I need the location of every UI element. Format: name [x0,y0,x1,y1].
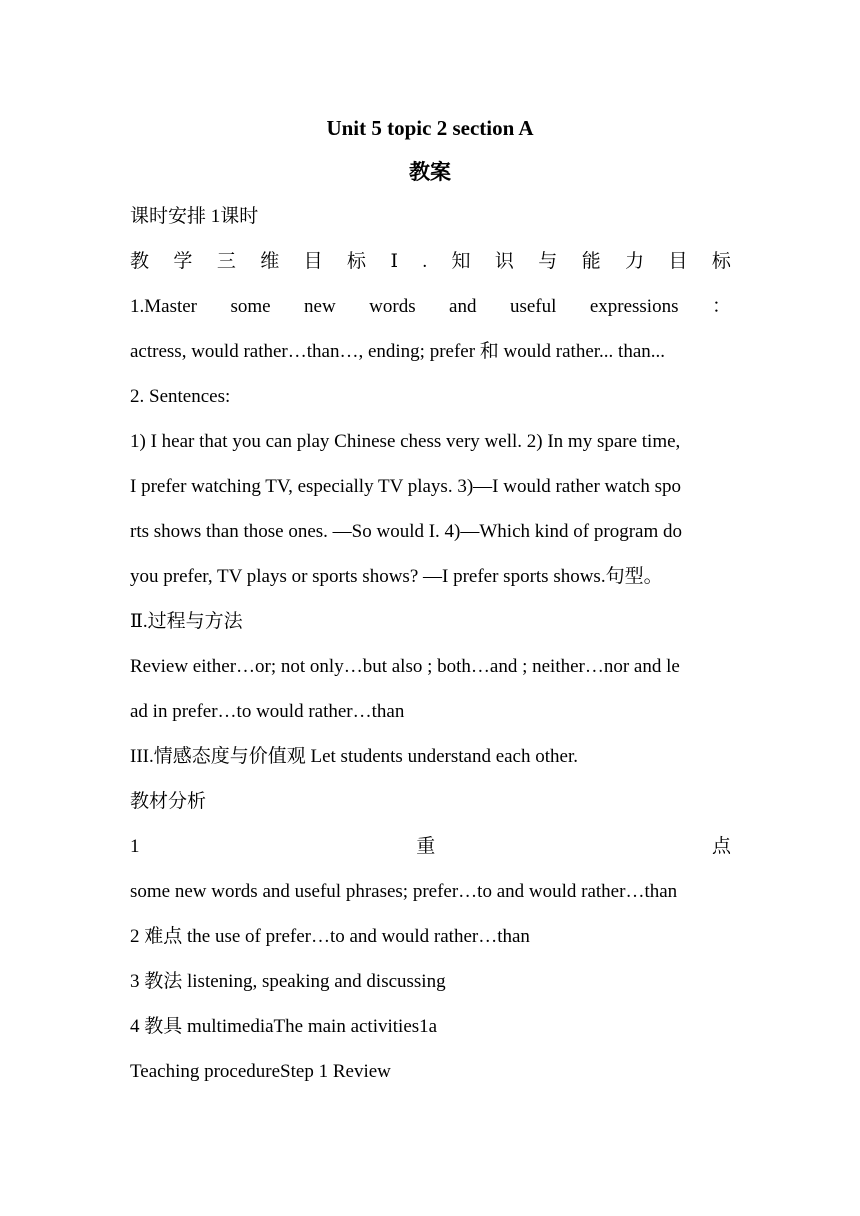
key-points-heading-line [130,835,731,859]
key-points-part: 点 [711,836,731,857]
objectives-char: 标 [711,251,731,272]
objectives-char: . [422,251,428,272]
objectives-char: 三 [216,251,236,272]
teaching-method-line: 3 教法 listening, speaking and discussing [130,971,446,992]
master-word: new [304,296,336,317]
textbook-analysis-heading: 教材分析 [130,791,207,812]
master-words-line [130,295,731,319]
objectives-char: 教 [130,251,150,272]
master-word: ： [711,296,731,317]
sentences-line: you prefer, TV plays or sports shows? —I prefer sports shows.句型。 [130,566,663,587]
key-points-part: 1 [130,836,140,857]
key-points-part: 重 [416,836,436,857]
sentences-heading: 2. Sentences: [130,386,231,407]
master-word: some [230,296,271,317]
objectives-char: 知 [451,251,471,272]
document-subtitle: 教案 [409,160,451,184]
objectives-char: 能 [581,251,601,272]
master-word: 1.Master [130,296,198,317]
objectives-char: 识 [494,251,514,272]
objectives-char: 目 [668,251,688,272]
difficult-points-line: 2 难点 the use of prefer…to and would rather…than [130,926,530,947]
sentences-line: I prefer watching TV, especially TV plays. 3)—I would rather watch spo [130,476,682,497]
expressions-line: actress, would rather…than…, ending; prefer 和 would rather... than... [130,341,666,362]
master-word: expressions [589,296,679,317]
objectives-char: 力 [625,251,645,272]
process-method-heading: Ⅱ.过程与方法 [130,611,243,632]
sentences-line: rts shows than those ones. —So would I. 4)—Which kind of program do [130,521,682,542]
attitude-values-line: III.情感态度与价值观 Let students understand each other. [130,746,578,767]
objectives-char: 目 [303,251,323,272]
sentences-line: 1) I hear that you can play Chinese chess very well. 2) In my spare time, [130,431,681,452]
objectives-char: 与 [538,251,558,272]
objectives-char: 维 [260,251,280,272]
document-title: Unit 5 topic 2 section A [326,116,534,140]
objectives-heading-line [130,250,731,274]
master-word: and [449,296,477,317]
teaching-procedure-line: Teaching procedureStep 1 Review [130,1061,391,1082]
key-points-line: some new words and useful phrases; prefer…to and would rather…than [130,881,678,902]
objectives-char: Ⅰ [390,251,398,272]
master-word: useful [509,296,557,317]
objectives-char: 学 [173,251,193,272]
master-word: words [369,296,416,317]
objectives-char: 标 [347,251,367,272]
review-line: Review either…or; not only…but also ; both…and ; neither…nor and le [130,656,680,677]
class-schedule-line: 课时安排 1课时 [130,206,259,227]
review-line: ad in prefer…to would rather…than [130,701,405,722]
teaching-aids-line: 4 教具 multimediaThe main activities1a [130,1016,438,1037]
